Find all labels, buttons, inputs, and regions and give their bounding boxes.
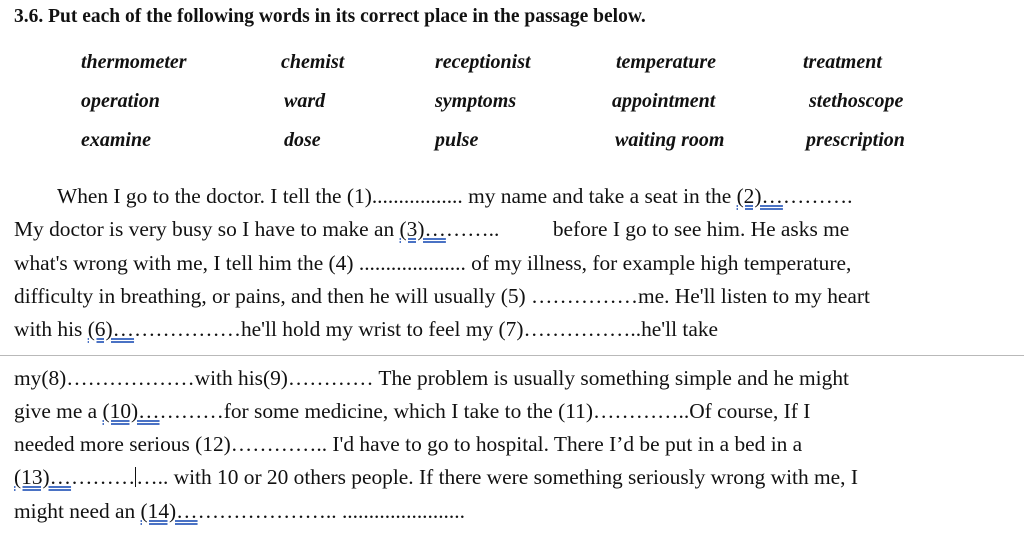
passage-line-4: difficulty in breathing, or pains, and then he will usually (5) ……………me. He'll listen to my heart [14,284,870,308]
exercise-heading: 3.6. Put each of the following words in its correct place in the passage below. [14,6,646,27]
word-bank-item: receptionist [435,51,531,73]
word-bank-item: appointment [612,90,716,112]
word-bank-item: thermometer [81,51,187,73]
passage-line-2: My doctor is very busy so I have to make an (3)……….. before I go to see him. He asks me [14,217,850,241]
passage-line-3: what's wrong with me, I tell him the (4) .................... of my illness, for example high temperature, [14,251,852,275]
passage-line-9: (13)…………….. with 10 or 20 others people. If there were something seriously wrong with me, I [14,465,858,489]
passage-line-10: might need an (14)………………….. ....................... [14,499,465,523]
word-bank-item: examine [81,129,151,151]
word-bank-item: prescription [806,129,905,151]
word-bank-item: dose [284,129,321,151]
word-bank-item: symptoms [435,90,517,112]
passage-line-1: When I go to the doctor. I tell the (1)................. my name and take a seat in the (2)…………. [57,184,853,208]
word-bank-item: chemist [281,51,345,73]
passage-line-8: needed more serious (12)………….. I'd have to go to hospital. There I’d be put in a bed in a [14,432,803,456]
word-bank-item: pulse [435,129,479,151]
word-bank-item: waiting room [615,129,725,151]
word-bank-item: treatment [803,51,882,73]
passage-line-6: my(8)………………with his(9)………… The problem is usually something simple and he might [14,366,849,390]
page-divider [0,355,1024,356]
word-bank-item: operation [81,90,160,112]
word-bank-item: temperature [616,51,716,73]
word-bank-item: ward [284,90,326,112]
word-bank-item: stethoscope [809,90,904,112]
passage-line-7: give me a (10)…………for some medicine, which I take to the (11)…………..Of course, If I [14,399,811,423]
passage-line-5: with his (6)………………he'll hold my wrist to feel my (7)……………..he'll take [14,317,719,341]
